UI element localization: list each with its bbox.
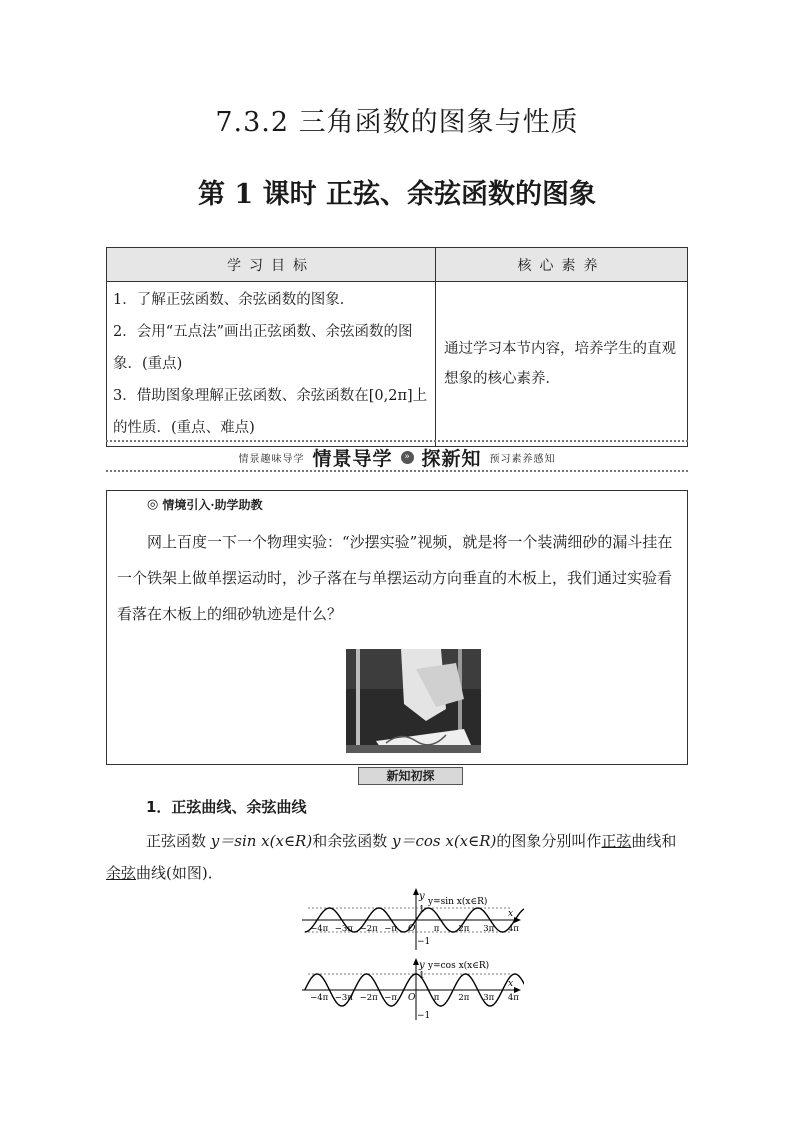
neg-one-label: −1 xyxy=(417,1011,431,1021)
section-title: 7.3.2 三角函数的图象与性质 xyxy=(215,107,579,138)
para-text: 正弦函数 xyxy=(146,832,211,850)
x-tick-label: 3π xyxy=(483,993,495,1003)
para-text: 曲线(如图)． xyxy=(136,864,223,882)
y-axis-label: y xyxy=(419,891,425,902)
one-label: 1 xyxy=(419,971,425,981)
x-axis-label: x xyxy=(508,909,514,919)
banner-title-a: 情景导学 xyxy=(312,447,393,470)
arrow-circle-icon: » xyxy=(401,451,414,464)
banner-left-text: 情景趣味导学 xyxy=(238,453,305,465)
para-text: 曲线和 xyxy=(631,832,677,850)
banner-right-text: 预习素养感知 xyxy=(489,453,556,465)
sin-expression: y＝sin x(x∈R) xyxy=(210,832,313,850)
cosine-graph xyxy=(300,958,524,1022)
knowledge-paragraph xyxy=(106,825,688,889)
intro-heading xyxy=(147,496,263,513)
section-banner xyxy=(106,446,688,468)
x-tick-label: π xyxy=(433,924,440,934)
x-tick-label: 4π xyxy=(507,993,519,1003)
x-tick-label: 2π xyxy=(458,993,470,1003)
para-text: 和余弦函数 xyxy=(312,832,392,850)
cos-expression: y＝cos x(x∈R) xyxy=(391,832,497,850)
term-cosine: 余弦 xyxy=(106,864,137,882)
one-label: 1 xyxy=(419,905,425,915)
term-sine: 正弦 xyxy=(601,832,632,850)
divider-top xyxy=(106,440,688,442)
x-tick-label: 2π xyxy=(458,924,470,934)
core-header: 核心素养 xyxy=(436,248,688,282)
eye-icon: ◎ xyxy=(147,497,159,512)
intro-text: 网上百度一下一个物理实验：“沙摆实验”视频，就是将一个装满细砂的漏斗挂在一个铁架上做单摆运动时，沙子落在与单摆运动方向垂直的木板上，我们通过实验看看落在木板上的细砂轨迹是什么？ xyxy=(117,533,673,623)
intro-box xyxy=(106,490,688,765)
x-axis-label: x xyxy=(508,979,514,989)
x-tick-label: −2π xyxy=(359,924,378,934)
goals-cell xyxy=(107,282,436,447)
x-tick-label: 3π xyxy=(483,924,495,934)
x-tick-label: 4π xyxy=(507,924,519,934)
goal-item: 3．借助图象理解正弦函数、余弦函数在[0,2π]上的性质．(重点、难点) xyxy=(113,388,428,436)
banner-title-b: 探新知 xyxy=(421,447,482,470)
sine-label: y=sin x(x∈R) xyxy=(428,897,488,907)
lesson-title: 第 1 课时 正弦、余弦函数的图象 xyxy=(198,179,596,210)
x-tick-label: π xyxy=(433,993,440,1003)
para-text: 的图象分别叫作 xyxy=(496,832,602,850)
knowledge-heading xyxy=(146,796,306,817)
x-tick-label: −4π xyxy=(310,993,329,1003)
origin-label: O xyxy=(408,993,416,1003)
goal-item: 2．会用“五点法”画出正弦函数、余弦函数的图象．(重点) xyxy=(113,324,413,372)
neg-one-label: −1 xyxy=(417,937,431,947)
sand-pendulum-photo xyxy=(346,649,481,753)
x-tick-label: −π xyxy=(384,993,398,1003)
intro-heading-text: 情境引入·助学助教 xyxy=(162,498,263,512)
section-badge: 新知初探 xyxy=(358,767,463,785)
x-tick-label: −2π xyxy=(359,993,378,1003)
x-tick-label: −3π xyxy=(334,924,353,934)
goal-item: 1．了解正弦函数、余弦函数的图象． xyxy=(113,292,355,308)
x-tick-label: −3π xyxy=(334,993,353,1003)
core-cell: 通过学习本节内容，培养学生的直观想象的核心素养． xyxy=(436,282,688,447)
cosine-label: y=cos x(x∈R) xyxy=(428,961,490,971)
sine-graph xyxy=(300,888,524,952)
knowledge-heading-text: 1．正弦曲线、余弦曲线 xyxy=(146,798,307,816)
goals-header: 学习目标 xyxy=(107,248,436,282)
divider-bottom xyxy=(106,470,688,472)
x-tick-label: −4π xyxy=(310,924,329,934)
y-axis-label: y xyxy=(419,960,425,971)
x-tick-label: −π xyxy=(384,924,398,934)
origin-label: O xyxy=(408,924,416,934)
goals-table xyxy=(106,247,688,447)
